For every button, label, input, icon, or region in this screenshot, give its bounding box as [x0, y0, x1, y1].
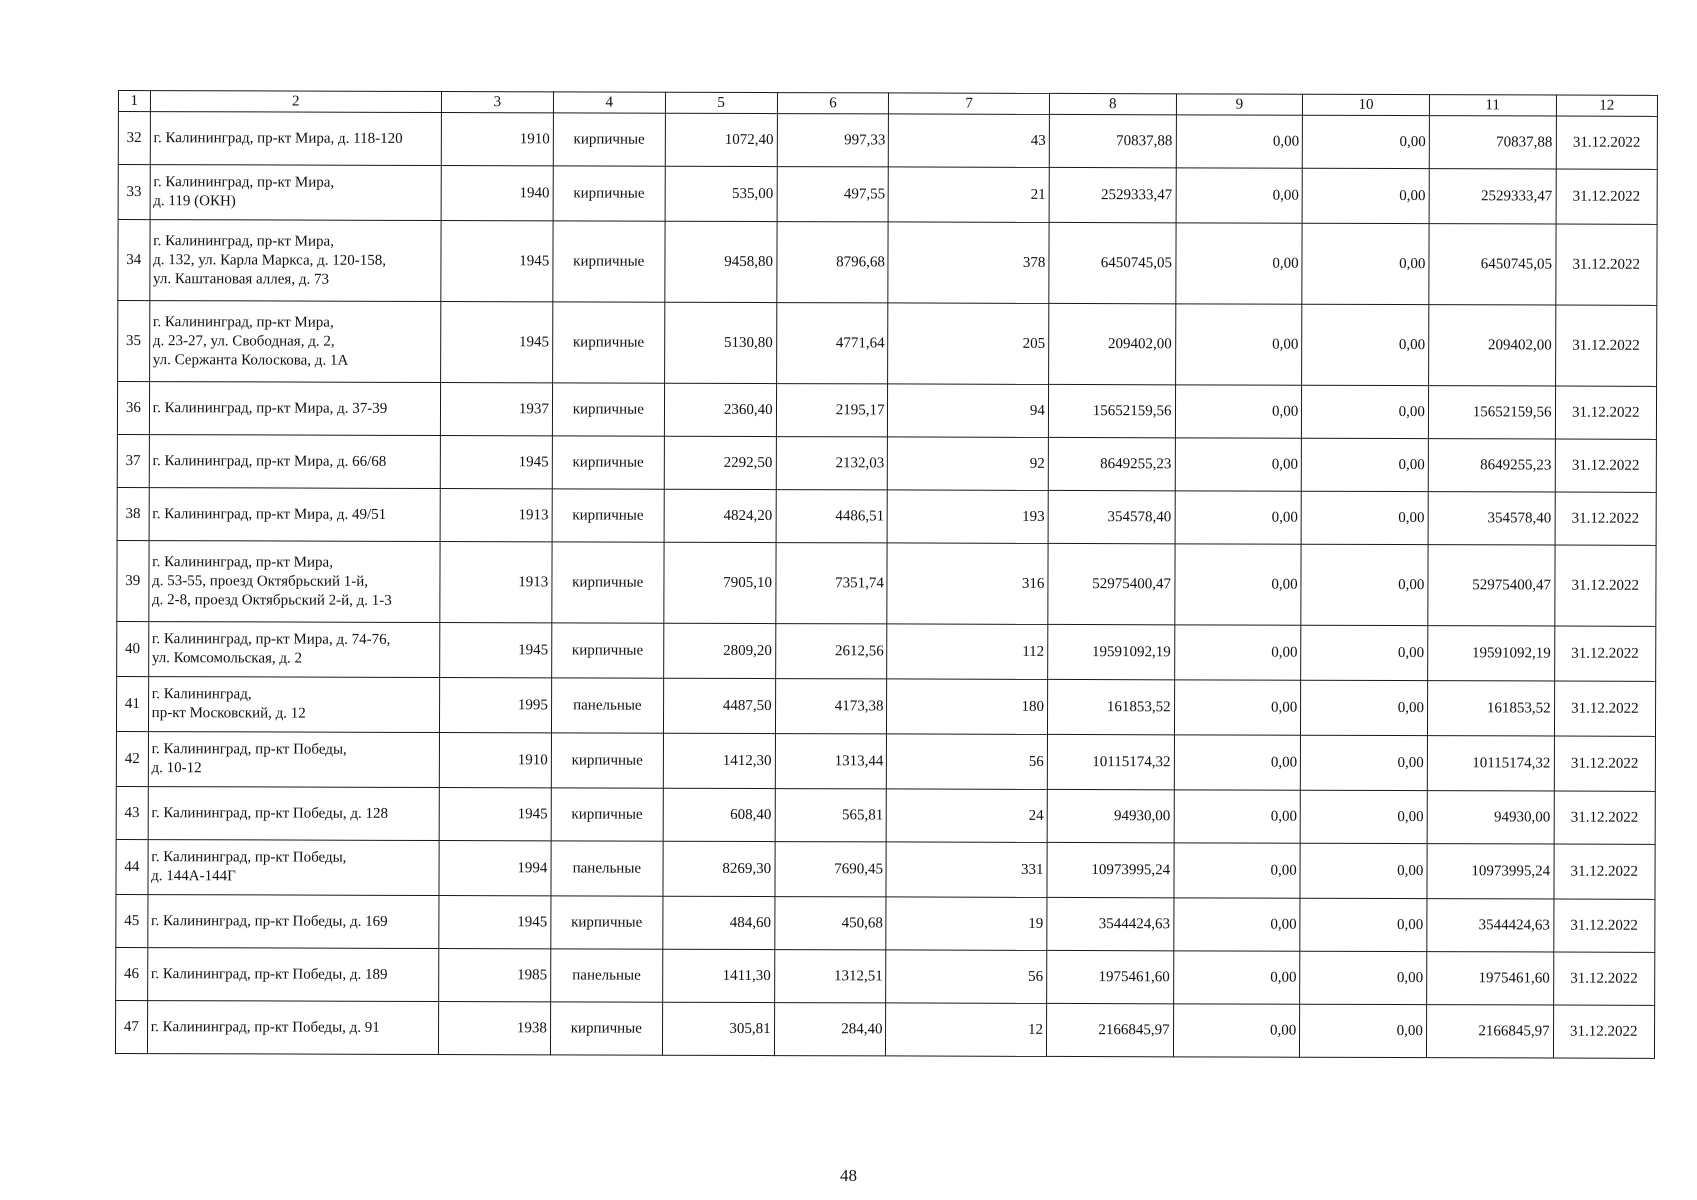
amount-cell: 0,00	[1176, 168, 1303, 223]
total-area-cell: 2360,40	[664, 383, 776, 436]
total-amount-cell: 2166845,97	[1426, 1005, 1553, 1058]
row-number-cell: 36	[117, 382, 149, 435]
total-amount-cell: 94930,00	[1427, 791, 1554, 844]
living-area-cell: 284,40	[774, 1003, 886, 1056]
amount-cell: 0,00	[1173, 898, 1300, 951]
column-header: 1	[118, 91, 150, 112]
row-number-cell: 44	[116, 839, 148, 894]
total-amount-cell: 3544424,63	[1427, 899, 1554, 952]
wall-material-cell: кирпичные	[553, 166, 665, 221]
construction-year-cell: 1938	[438, 1002, 550, 1055]
address-cell: г. Калининград, пр-кт Победы, д. 10-12	[148, 732, 439, 788]
table-row	[116, 786, 1655, 844]
deadline-date-cell: 31.12.2022	[1553, 952, 1655, 1005]
row-number-cell: 32	[118, 112, 150, 165]
amount-cell: 0,00	[1300, 790, 1427, 843]
row-number-cell: 34	[118, 220, 150, 301]
total-area-cell: 608,40	[663, 788, 775, 841]
total-amount-cell: 52975400,47	[1428, 545, 1555, 626]
amount-cell: 8649255,23	[1048, 437, 1175, 490]
amount-cell: 0,00	[1302, 115, 1429, 168]
construction-year-cell: 1945	[439, 788, 551, 841]
table-row	[117, 621, 1656, 681]
table-row	[118, 165, 1657, 225]
living-area-cell: 1313,44	[775, 734, 887, 789]
amount-cell: 0,00	[1174, 843, 1301, 898]
total-area-cell: 7905,10	[664, 542, 776, 623]
deadline-date-cell: 31.12.2022	[1554, 681, 1656, 736]
residents-count-cell: 92	[888, 437, 1049, 491]
residents-count-cell: 43	[889, 114, 1050, 168]
deadline-date-cell: 31.12.2022	[1555, 439, 1657, 492]
residents-count-cell: 193	[888, 490, 1049, 544]
address-cell: г. Калининград, пр-кт Московский, д. 12	[148, 677, 439, 733]
row-number-cell: 37	[117, 434, 149, 487]
address-cell: г. Калининград, пр-кт Мира, д. 119 (ОКН)	[150, 165, 441, 221]
amount-cell: 0,00	[1174, 680, 1301, 735]
total-area-cell: 8269,30	[663, 841, 775, 896]
total-amount-cell: 354578,40	[1428, 492, 1555, 545]
amount-cell: 94930,00	[1047, 789, 1174, 842]
deadline-date-cell: 31.12.2022	[1554, 545, 1656, 626]
row-number-cell: 47	[115, 1000, 147, 1053]
row-number-cell: 35	[118, 301, 150, 382]
total-area-cell: 4824,20	[664, 489, 776, 542]
construction-year-cell: 1945	[441, 221, 553, 302]
wall-material-cell: панельные	[550, 949, 662, 1002]
amount-cell: 10973995,24	[1047, 842, 1174, 897]
row-number-cell: 40	[117, 621, 149, 676]
wall-material-cell: кирпичные	[553, 113, 665, 166]
wall-material-cell: кирпичные	[551, 733, 663, 788]
deadline-date-cell: 31.12.2022	[1556, 169, 1658, 224]
total-amount-cell: 6450745,05	[1429, 224, 1556, 305]
living-area-cell: 2612,56	[775, 624, 887, 679]
column-header: 6	[777, 93, 889, 114]
row-number-cell: 33	[118, 165, 150, 220]
construction-year-cell: 1994	[439, 841, 551, 896]
column-header: 9	[1176, 94, 1303, 115]
amount-cell: 0,00	[1175, 438, 1302, 491]
total-area-cell: 484,60	[663, 896, 775, 949]
amount-cell: 0,00	[1174, 544, 1301, 625]
construction-year-cell: 1945	[440, 623, 552, 678]
total-area-cell: 1412,30	[663, 733, 775, 788]
total-amount-cell: 70837,88	[1429, 116, 1556, 169]
residents-count-cell: 331	[886, 842, 1047, 898]
total-area-cell: 2809,20	[663, 623, 775, 678]
wall-material-cell: кирпичные	[552, 489, 664, 542]
table-row	[116, 731, 1655, 791]
amount-cell: 0,00	[1300, 843, 1427, 898]
total-amount-cell: 10115174,32	[1427, 736, 1554, 791]
construction-year-cell: 1940	[441, 166, 553, 221]
address-cell: г. Калининград, пр-кт Победы, д. 91	[147, 1001, 438, 1055]
total-area-cell: 4487,50	[663, 678, 775, 733]
living-area-cell: 2132,03	[776, 437, 888, 490]
construction-year-cell: 1910	[439, 733, 551, 788]
total-amount-cell: 10973995,24	[1427, 844, 1554, 899]
wall-material-cell: панельные	[551, 841, 663, 896]
amount-cell: 0,00	[1175, 491, 1302, 544]
table-row	[118, 220, 1657, 306]
total-amount-cell: 209402,00	[1428, 305, 1555, 386]
residents-count-cell: 56	[886, 950, 1047, 1004]
address-cell: г. Калининград, пр-кт Мира, д. 74-76, ул. Комсомольская, д. 2	[148, 622, 439, 678]
construction-year-cell: 1913	[440, 489, 552, 542]
total-amount-cell: 1975461,60	[1427, 952, 1554, 1005]
total-area-cell: 535,00	[665, 166, 777, 221]
column-header: 8	[1049, 93, 1176, 114]
amount-cell: 209402,00	[1049, 303, 1176, 384]
address-cell: г. Калининград, пр-кт Мира, д. 37-39	[149, 382, 440, 436]
wall-material-cell: кирпичные	[551, 788, 663, 841]
residents-count-cell: 19	[886, 897, 1047, 951]
living-area-cell: 7690,45	[775, 842, 887, 897]
column-header: 3	[441, 92, 553, 113]
wall-material-cell: кирпичные	[552, 302, 664, 383]
residents-count-cell: 94	[888, 384, 1049, 438]
living-area-cell: 4173,38	[775, 679, 887, 734]
deadline-date-cell: 31.12.2022	[1555, 305, 1657, 386]
address-cell: г. Калининград, пр-кт Победы, д. 144А-144Г	[148, 840, 439, 896]
row-number-cell: 43	[116, 786, 148, 839]
living-area-cell: 450,68	[774, 897, 886, 950]
living-area-cell: 2195,17	[776, 384, 888, 437]
residents-count-cell: 180	[887, 679, 1048, 735]
living-area-cell: 4771,64	[776, 303, 888, 384]
amount-cell: 6450745,05	[1049, 222, 1176, 303]
total-amount-cell: 161853,52	[1427, 681, 1554, 736]
column-header: 11	[1429, 95, 1556, 116]
construction-year-cell: 1985	[439, 949, 551, 1002]
table-row	[116, 839, 1655, 899]
table-row	[118, 301, 1657, 387]
column-header: 2	[150, 91, 441, 113]
amount-cell: 0,00	[1173, 951, 1300, 1004]
deadline-date-cell: 31.12.2022	[1556, 116, 1658, 169]
total-amount-cell: 2529333,47	[1429, 169, 1556, 224]
amount-cell: 354578,40	[1048, 490, 1175, 543]
amount-cell: 0,00	[1302, 304, 1429, 385]
total-area-cell: 1411,30	[662, 949, 774, 1002]
wall-material-cell: кирпичные	[552, 436, 664, 489]
address-cell: г. Калининград, пр-кт Мира, д. 23-27, ул. Свободная, д. 2, ул. Сержанта Колоскова, д. 1А	[149, 301, 441, 383]
column-header: 4	[553, 92, 665, 113]
wall-material-cell: кирпичные	[550, 1002, 662, 1055]
table-row	[117, 382, 1656, 440]
row-number-cell: 38	[117, 487, 149, 540]
amount-cell: 0,00	[1301, 625, 1428, 680]
wall-material-cell: кирпичные	[551, 896, 663, 949]
table-body	[115, 112, 1657, 1059]
deadline-date-cell: 31.12.2022	[1554, 626, 1656, 681]
amount-cell: 10115174,32	[1047, 734, 1174, 789]
row-number-cell: 45	[116, 894, 148, 947]
amount-cell: 19591092,19	[1048, 624, 1175, 679]
deadline-date-cell: 31.12.2022	[1553, 899, 1655, 952]
wall-material-cell: кирпичные	[553, 221, 665, 302]
address-cell: г. Калининград, пр-кт Мира, д. 66/68	[149, 435, 440, 489]
total-area-cell: 1072,40	[665, 113, 777, 166]
document-sheet	[115, 90, 1658, 1059]
living-area-cell: 497,55	[777, 167, 889, 222]
amount-cell: 161853,52	[1047, 679, 1174, 734]
amount-cell: 15652159,56	[1048, 384, 1175, 437]
address-cell: г. Калининград, пр-кт Мира, д. 53-55, проезд Октябрьский 1-й, д. 2-8, проезд Октябрьский 2-й, д. 1-3	[148, 541, 440, 623]
construction-year-cell: 1913	[440, 542, 552, 623]
table-row	[118, 112, 1657, 170]
residents-count-cell: 56	[887, 734, 1048, 790]
total-area-cell: 9458,80	[665, 221, 777, 302]
row-number-cell: 41	[116, 676, 148, 731]
amount-cell: 0,00	[1300, 1004, 1427, 1057]
amount-cell: 0,00	[1302, 223, 1429, 304]
residents-count-cell: 378	[888, 222, 1049, 304]
amount-cell: 2529333,47	[1049, 167, 1176, 222]
construction-year-cell: 1937	[440, 383, 552, 436]
address-cell: г. Калининград, пр-кт Победы, д. 189	[147, 948, 438, 1002]
table-row	[115, 1000, 1654, 1058]
amount-cell: 52975400,47	[1048, 543, 1175, 624]
amount-cell: 0,00	[1175, 223, 1302, 304]
living-area-cell: 7351,74	[775, 543, 887, 624]
row-number-cell: 46	[116, 947, 148, 1000]
address-cell: г. Калининград, пр-кт Победы, д. 128	[148, 787, 439, 841]
column-header: 7	[889, 93, 1050, 115]
deadline-date-cell: 31.12.2022	[1555, 492, 1657, 545]
deadline-date-cell: 31.12.2022	[1555, 224, 1657, 305]
total-amount-cell: 15652159,56	[1428, 386, 1555, 439]
wall-material-cell: кирпичные	[552, 542, 664, 623]
amount-cell: 0,00	[1300, 898, 1427, 951]
amount-cell: 0,00	[1301, 544, 1428, 625]
table-row	[116, 894, 1655, 952]
living-area-cell: 997,33	[777, 114, 889, 167]
amount-cell: 1975461,60	[1047, 950, 1174, 1003]
table-row	[117, 540, 1656, 626]
total-area-cell: 2292,50	[664, 436, 776, 489]
column-header: 5	[665, 92, 777, 113]
residents-count-cell: 21	[889, 167, 1050, 223]
row-number-cell: 42	[116, 731, 148, 786]
living-area-cell: 565,81	[775, 789, 887, 842]
wall-material-cell: панельные	[551, 678, 663, 733]
column-header: 10	[1303, 94, 1430, 115]
living-area-cell: 8796,68	[776, 222, 888, 303]
residents-count-cell: 205	[888, 303, 1049, 385]
amount-cell: 0,00	[1301, 491, 1428, 544]
construction-year-cell: 1910	[441, 113, 553, 166]
table-row	[116, 676, 1655, 736]
amount-cell: 0,00	[1174, 625, 1301, 680]
deadline-date-cell: 31.12.2022	[1555, 386, 1657, 439]
amount-cell: 0,00	[1300, 951, 1427, 1004]
amount-cell: 0,00	[1175, 304, 1302, 385]
table-row	[117, 434, 1656, 492]
total-area-cell: 305,81	[662, 1002, 774, 1055]
construction-year-cell: 1945	[441, 302, 553, 383]
living-area-cell: 1312,51	[774, 950, 886, 1003]
row-number-cell: 39	[117, 540, 149, 621]
deadline-date-cell: 31.12.2022	[1554, 791, 1656, 844]
amount-cell: 0,00	[1301, 438, 1428, 491]
page-number: 48	[840, 1166, 857, 1185]
construction-year-cell: 1945	[440, 436, 552, 489]
amount-cell: 0,00	[1301, 735, 1428, 790]
amount-cell: 0,00	[1302, 385, 1429, 438]
column-header: 12	[1556, 95, 1658, 116]
total-amount-cell: 19591092,19	[1428, 626, 1555, 681]
amount-cell: 0,00	[1302, 168, 1429, 223]
construction-year-cell: 1995	[439, 678, 551, 733]
amount-cell: 0,00	[1174, 790, 1301, 843]
housing-registry-table	[115, 90, 1658, 1059]
construction-year-cell: 1945	[439, 896, 551, 949]
residents-count-cell: 12	[886, 1003, 1047, 1057]
amount-cell: 0,00	[1176, 115, 1303, 168]
residents-count-cell: 24	[887, 789, 1048, 843]
total-amount-cell: 8649255,23	[1428, 439, 1555, 492]
deadline-date-cell: 31.12.2022	[1554, 736, 1656, 791]
amount-cell: 0,00	[1175, 385, 1302, 438]
deadline-date-cell: 31.12.2022	[1554, 844, 1656, 899]
wall-material-cell: кирпичные	[552, 383, 664, 436]
amount-cell: 70837,88	[1049, 114, 1176, 167]
table-row	[117, 487, 1656, 545]
address-cell: г. Калининград, пр-кт Победы, д. 169	[147, 895, 438, 949]
residents-count-cell: 112	[887, 624, 1048, 680]
address-cell: г. Калининград, пр-кт Мира, д. 118-120	[150, 112, 441, 166]
living-area-cell: 4486,51	[776, 490, 888, 543]
wall-material-cell: кирпичные	[552, 623, 664, 678]
residents-count-cell: 316	[887, 543, 1048, 625]
amount-cell: 0,00	[1174, 735, 1301, 790]
amount-cell: 3544424,63	[1047, 897, 1174, 950]
total-area-cell: 5130,80	[664, 302, 776, 383]
amount-cell: 2166845,97	[1046, 1003, 1173, 1056]
amount-cell: 0,00	[1173, 1004, 1300, 1057]
deadline-date-cell: 31.12.2022	[1553, 1005, 1655, 1058]
table-row	[116, 947, 1655, 1005]
address-cell: г. Калининград, пр-кт Мира, д. 49/51	[149, 488, 440, 542]
address-cell: г. Калининград, пр-кт Мира, д. 132, ул. Карла Маркса, д. 120-158, ул. Каштановая аллея, д. 73	[149, 220, 441, 302]
amount-cell: 0,00	[1301, 680, 1428, 735]
